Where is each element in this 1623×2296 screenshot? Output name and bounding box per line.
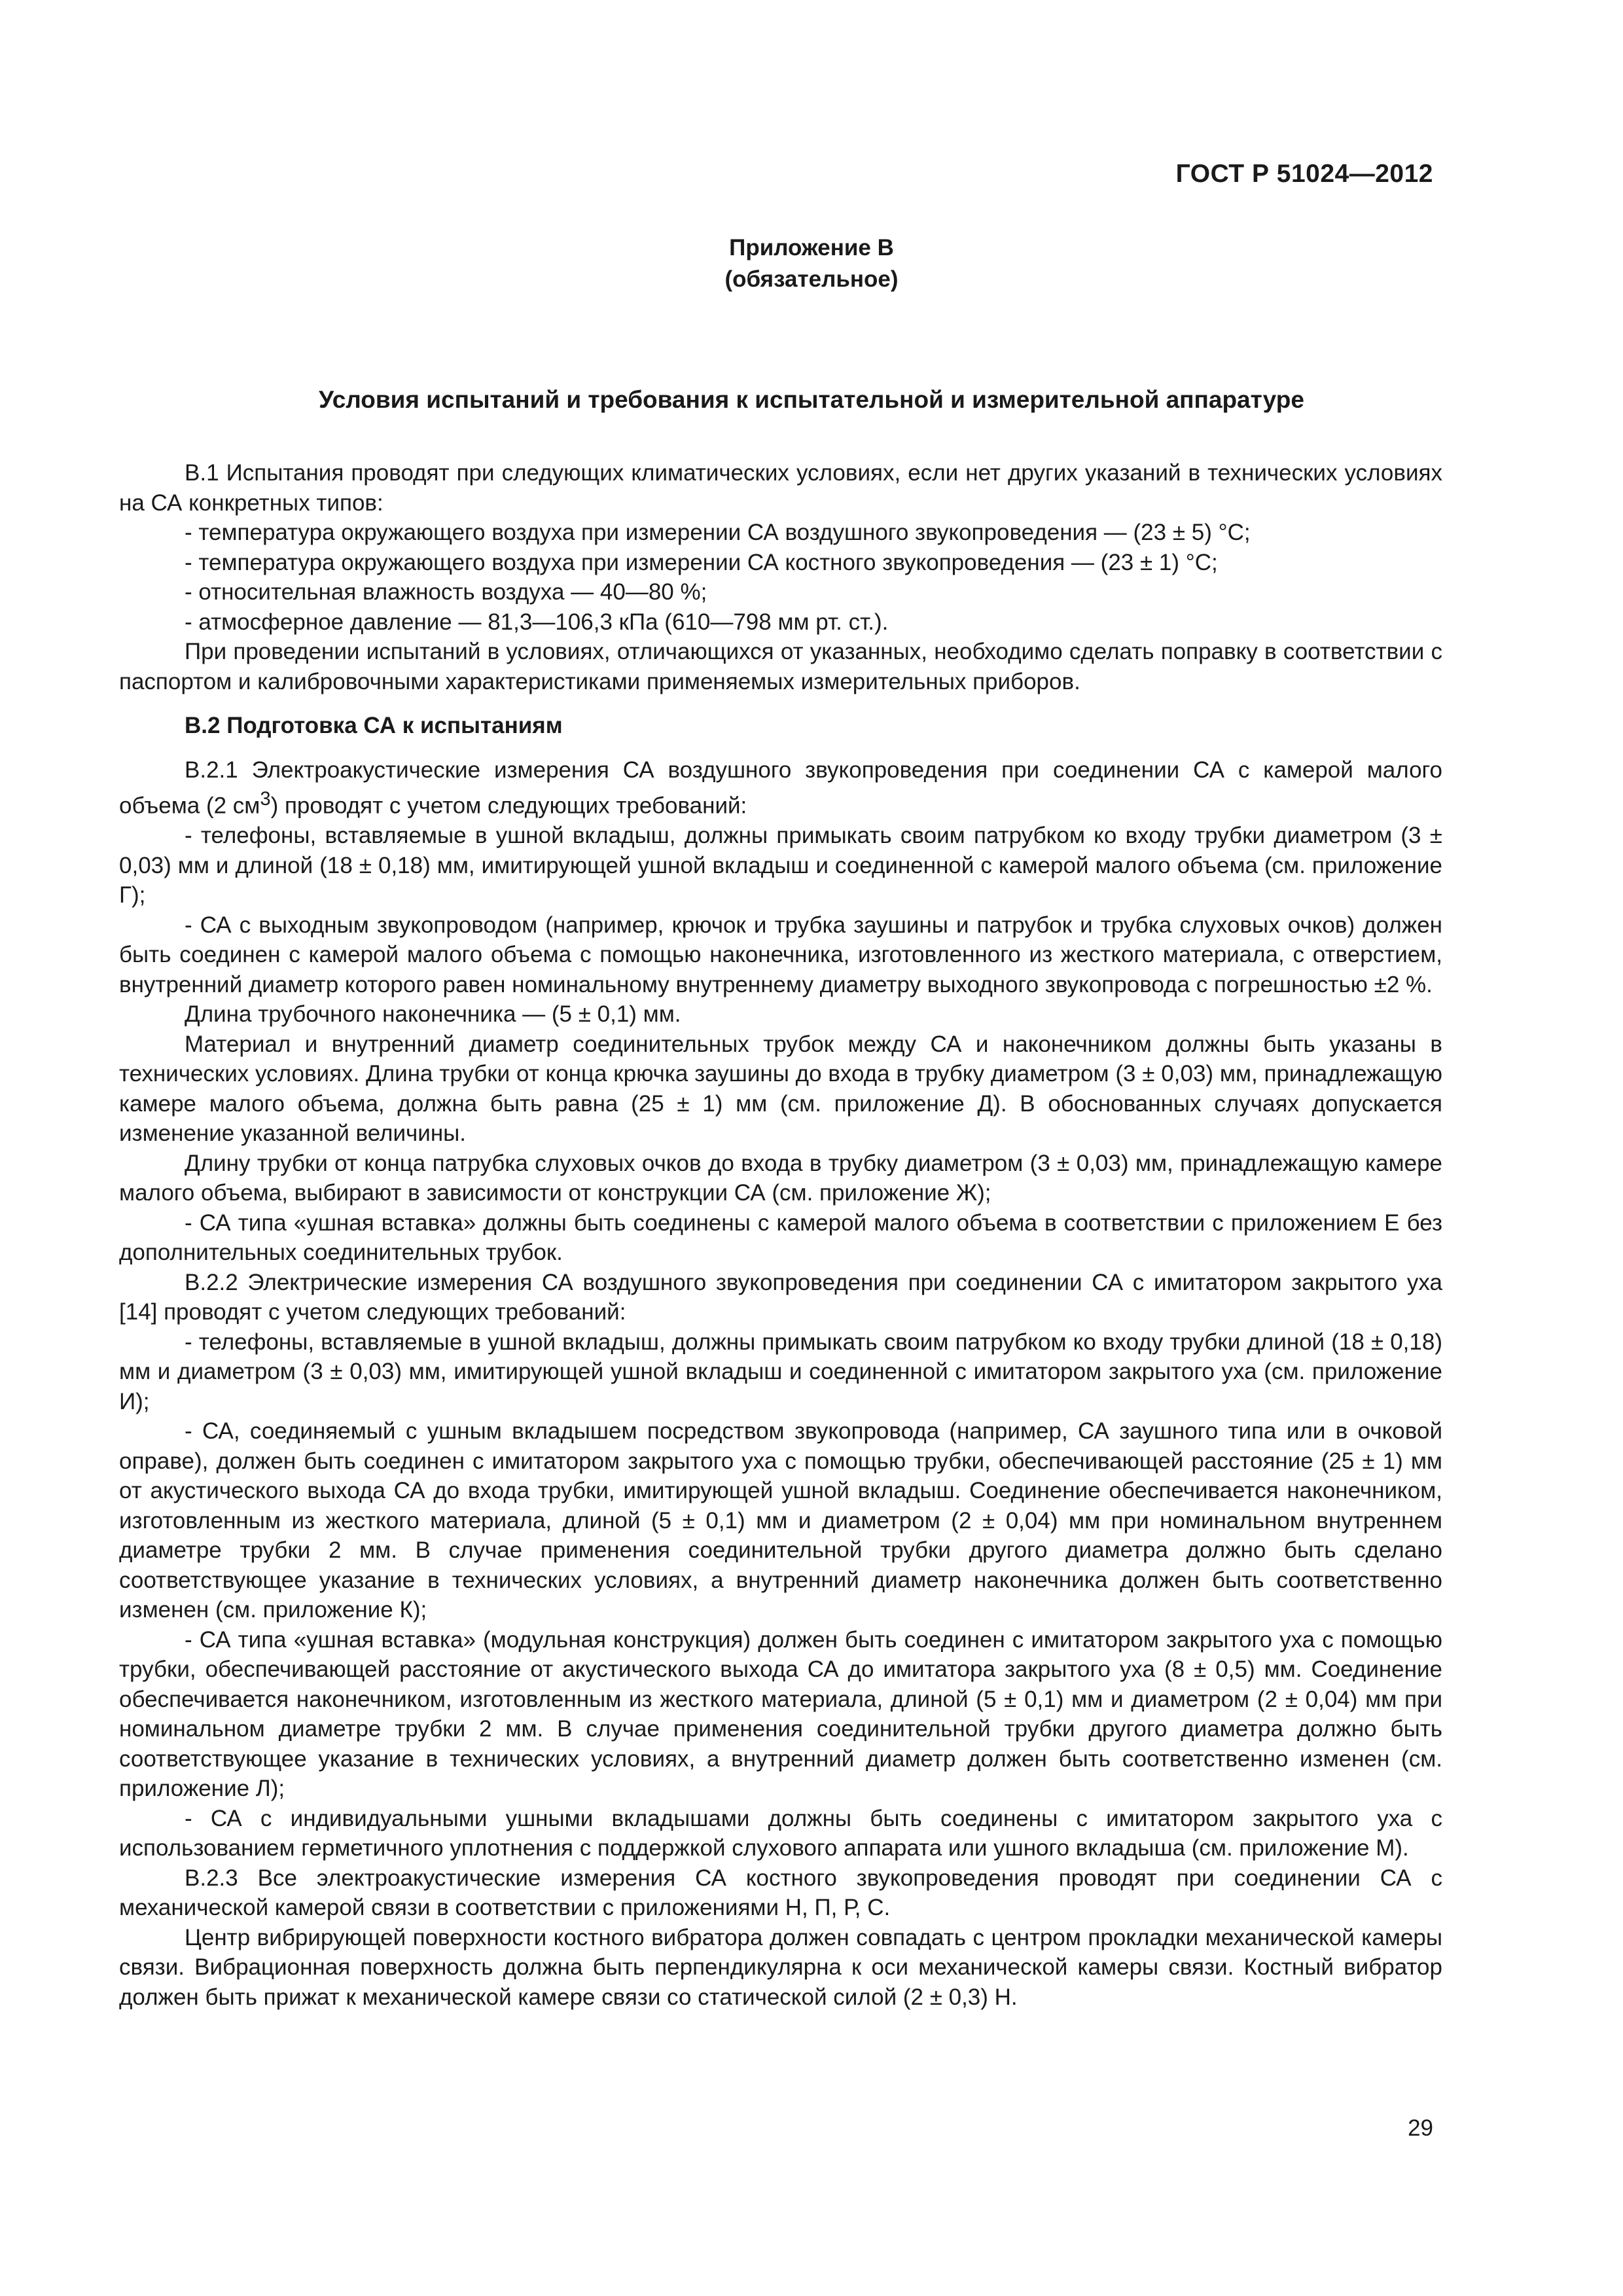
paragraph-tube-length: Длину трубки от конца патрубка слуховых очков до входа в трубку диаметром (3 ± 0,03) мм, принадлежащую камере малого объема, выбирают в зависимости от конструкции СА (см. приложение Ж); bbox=[119, 1150, 1442, 1206]
list-item-custom-earmolds: - СА с индивидуальными ушными вкладышами должны быть соединены с имитатором закрытого уха с использованием герметичного уплотнения с поддержкой слухового аппарата или ушного вкладыша (см. приложение М). bbox=[119, 1805, 1442, 1861]
appendix-heading bbox=[0, 232, 1623, 295]
paragraph-b1: В.1 Испытания проводят при следующих климатических условиях, если нет других указаний в технических условиях на СА конкретных типов: bbox=[119, 460, 1442, 516]
paragraph-b23: В.2.3 Все электроакустические измерения СА костного звукопроведения проводят при соединении СА с механической камерой связи в соответствии с приложениями Н, П, Р, С. bbox=[119, 1865, 1442, 1921]
section-title: Условия испытаний и требования к испытательной и измерительной аппаратуре bbox=[319, 386, 1304, 413]
list-item-air-temp-bone-conduction: - температура окружающего воздуха при измерении СА костного звукопроведения — (23 ± 1) °С; bbox=[185, 549, 1218, 575]
superscript: 3 bbox=[260, 789, 271, 810]
appendix-label: Приложение В bbox=[729, 235, 894, 260]
list-item-ear-insert: - СА типа «ушная вставка» должны быть соединены с камерой малого объема в соответствии с приложением Е без дополнительных соединительных трубок. bbox=[119, 1210, 1442, 1266]
list-item-pressure: - атмосферное давление — 81,3—106,3 кПа (610—798 мм рт. ст.). bbox=[185, 609, 889, 635]
list-item-earphones: - телефоны, вставляемые в ушной вкладыш, должны примыкать своим патрубком ко входу трубки диаметром (3 ± 0,03) мм и длиной (18 ± 0,18) мм, имитирующей ушной вкладыш и соединенной с камерой малого объема (см. приложение Г); bbox=[119, 823, 1442, 908]
list-item-earphones-simulator: - телефоны, вставляемые в ушной вкладыш, должны примыкать своим патрубком ко входу трубки длиной (18 ± 0,18) мм и диаметром (3 ± 0,03) мм, имитирующей ушной вкладыш и соединенной с имитатором закрытого уха (см. приложение И); bbox=[119, 1329, 1442, 1414]
paragraph-vibrator: Центр вибрирующей поверхности костного вибратора должен совпадать с центром прокладки механической камеры связи. Вибрационная поверхность должна быть перпендикулярна к оси механической камеры связи. Костный вибратор должен быть прижат к механической камере связи со статической силой (2 ± 0,3) Н. bbox=[119, 1924, 1442, 2010]
body-text bbox=[119, 458, 1442, 2012]
list-item-humidity: - относительная влажность воздуха — 40—80 %; bbox=[185, 579, 707, 605]
list-item-modular-insert: - СА типа «ушная вставка» (модульная конструкция) должен быть соединен с имитатором закрытого уха с помощью трубки, обеспечивающей расстояние от акустического выхода СА до имитатора закрытого уха (8 ± 0,5) мм. Соединение обеспечивается наконечником, изготовленным из жесткого материала, длиной (5 ± 0,1) мм и диаметром (2 ± 0,04) мм при номинальном диаметре трубки 2 мм. В случае применения соединительной трубки другого диаметра должно быть соответствующее указание в технических условиях, а внутренний диаметр должен быть соответственно изменен (см. приложение Л); bbox=[119, 1626, 1442, 1802]
standard-code: ГОСТ Р 51024—2012 bbox=[1175, 160, 1433, 188]
paragraph-b22: В.2.2 Электрические измерения СА воздушного звукопроведения при соединении СА с имитатором закрытого уха [14] проводят с учетом следующих требований: bbox=[119, 1269, 1442, 1325]
list-item-air-temp-air-conduction: - температура окружающего воздуха при измерении СА воздушного звукопроведения — (23 ± 5) °С; bbox=[185, 520, 1251, 545]
paragraph-tube-material: Материал и внутренний диаметр соединительных трубок между СА и наконечником должны быть указаны в технических условиях. Длина трубки от конца крючка заушины до входа в трубку диаметром (3 ± 0,03) мм, принадлежащую камере малого объема, должна быть равна (25 ± 1) мм (см. приложение Д). В обоснованных случаях допускается изменение указанной величины. bbox=[119, 1031, 1442, 1147]
subsection-heading-b2: В.2 Подготовка СА к испытаниям bbox=[185, 713, 563, 738]
list-item-behind-ear: - СА, соединяемый с ушным вкладышем посредством звукопровода (например, СА заушного типа или в очковой оправе), должен быть соединен с имитатором закрытого уха с помощью трубки, обеспечивающей расстояние (25 ± 1) мм от акустического выхода СА до входа трубки, имитирующей ушной вкладыш. Соединение обеспечивается наконечником, изготовленным из жесткого материала, длиной (5 ± 0,1) мм и диаметром (2 ± 0,04) мм при номинальном внутреннем диаметре трубки 2 мм. В случае применения соединительной трубки другого диаметра должно быть сделано соответствующее указание в технических условиях, а внутренний диаметр наконечника должен быть соответственно изменен (см. приложение К); bbox=[119, 1418, 1442, 1623]
paragraph-tip-length: Длина трубочного наконечника — (5 ± 0,1) мм. bbox=[185, 1001, 681, 1028]
page-number: 29 bbox=[1408, 2115, 1433, 2141]
list-item-output-soundtube: - СА с выходным звукопроводом (например, крючок и трубка заушины и патрубок и трубка слуховых очков) должен быть соединен с камерой малого объема с помощью наконечника, изготовленного из жесткого материала, с отверстием, внутренний диаметр которого равен номинальному внутреннему диаметру выходного звукопровода с погрешностью ±2 %. bbox=[119, 912, 1442, 997]
appendix-status: (обязательное) bbox=[724, 266, 899, 292]
paragraph-b21-end: ) проводят с учетом следующих требований: bbox=[270, 793, 747, 819]
paragraph-b21-start: В.2.1 Электроакустические измерения СА воздушного звукопроведения при соединении СА с камерой малого объема (2 см bbox=[119, 757, 1442, 819]
paragraph-b21 bbox=[119, 755, 1442, 821]
paragraph-correction: При проведении испытаний в условиях, отличающихся от указанных, необходимо сделать поправку в соответствии с паспортом и калибровочными характеристиками применяемых измерительных приборов. bbox=[119, 639, 1442, 694]
